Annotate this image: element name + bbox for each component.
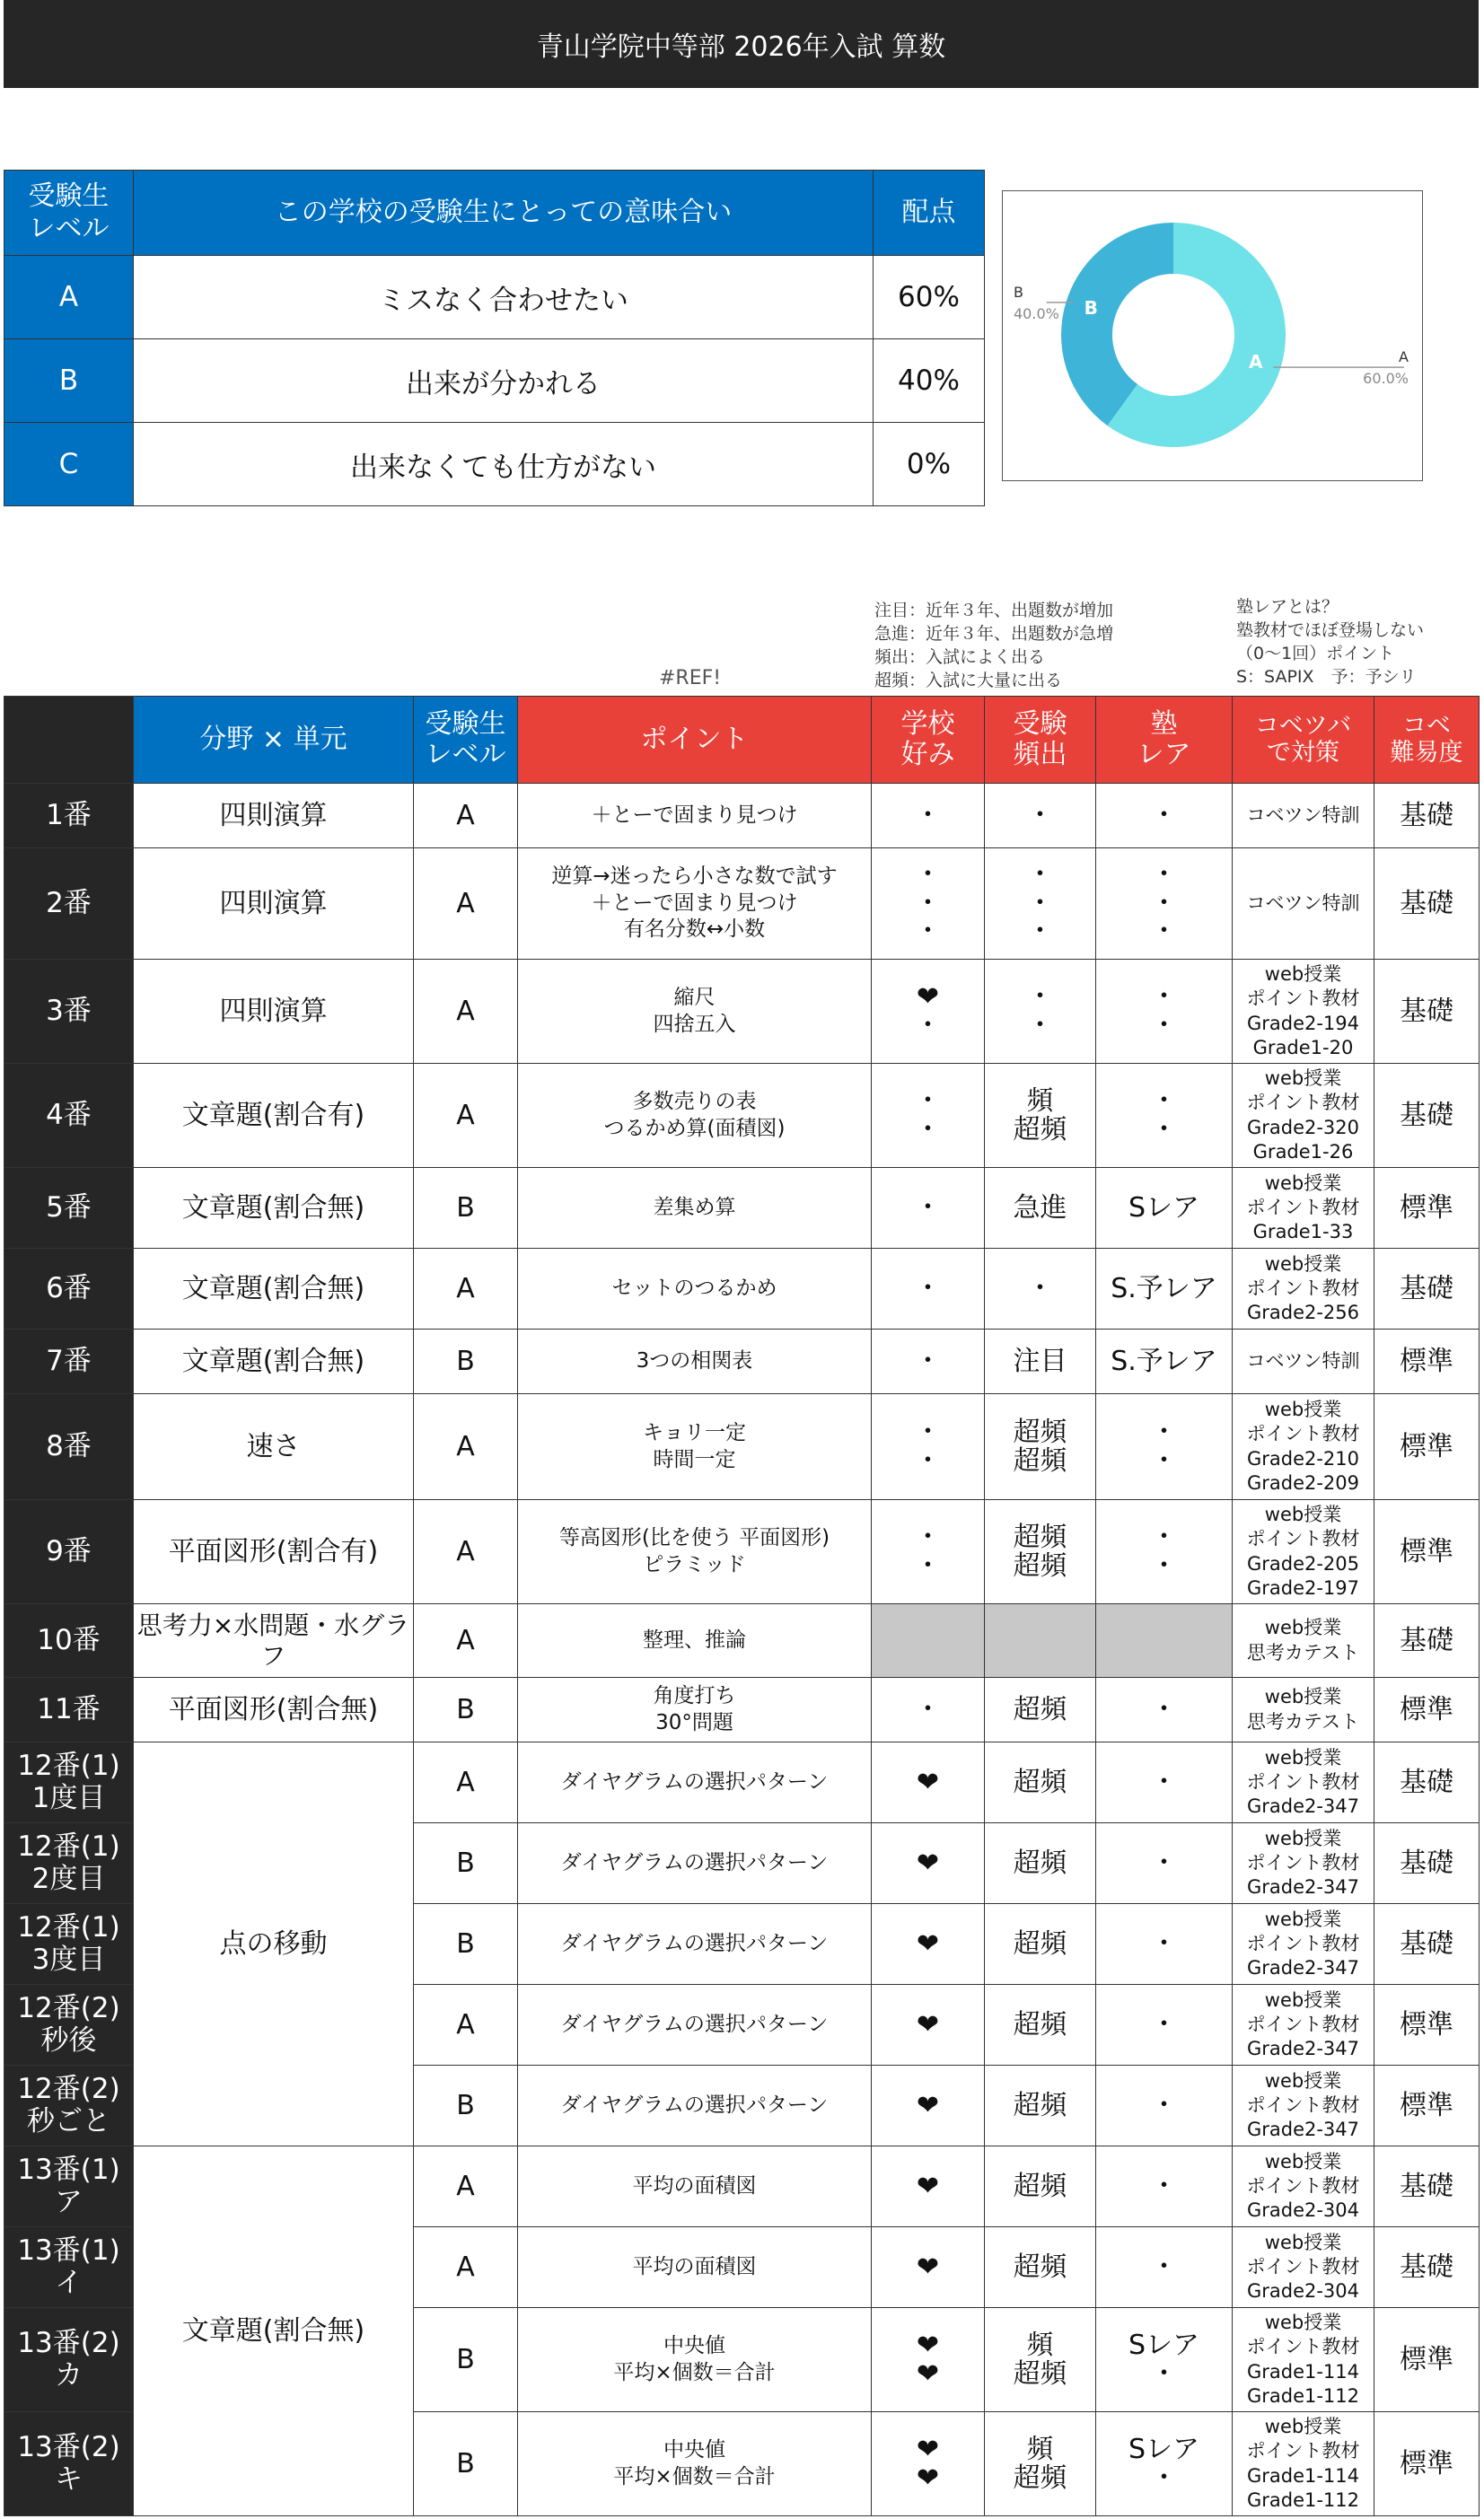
pref-header: 学校 好み — [872, 697, 985, 784]
table-row — [4, 1064, 1480, 1168]
covetsuba-cell: web授業 ポイント教材 Grade2-194 Grade1-20 — [1233, 960, 1374, 1064]
level-cell: A — [414, 1249, 518, 1330]
covetsuba-cell: web授業 ポイント教材 Grade2-210 Grade2-209 — [1233, 1394, 1374, 1500]
point-cell: 3つの相関表 — [518, 1330, 872, 1394]
point-cell: 多数売りの表 つるかめ算(面積図) — [518, 1064, 872, 1168]
exam-frequency-cell: 頻 超頻 — [985, 2412, 1096, 2516]
table-row — [4, 1604, 1480, 1678]
meaning-cell: 出来なくても仕方がない — [134, 423, 874, 506]
difficulty-cell: 基礎 — [1374, 1064, 1480, 1168]
juku-rare-cell: S.予レア — [1096, 1249, 1233, 1330]
juku-rare-cell: ・ — [1096, 2066, 1233, 2146]
difficulty-cell: 基礎 — [1374, 1604, 1480, 1678]
school-preference-cell: ・ — [872, 1168, 985, 1249]
juku-rare-cell: ・ — [1096, 2227, 1233, 2308]
unit-cell: 文章題(割合無) — [134, 1249, 414, 1330]
point-cell: 中央値 平均×個数＝合計 — [518, 2412, 872, 2516]
exam-frequency-cell: 超頻 超頻 — [985, 1394, 1096, 1500]
school-preference-cell: ❤ — [872, 2227, 985, 2308]
unit-cell: 速さ — [134, 1394, 414, 1500]
juku-rare-cell: ・ ・ ・ — [1096, 848, 1233, 960]
point-cell: ダイヤグラムの選択パターン — [518, 1904, 872, 1985]
rare-header: 塾 レア — [1096, 697, 1233, 784]
slice-label-A: A — [1249, 350, 1263, 373]
point-cell: 整理、推論 — [518, 1604, 872, 1678]
unit-cell: 四則演算 — [134, 960, 414, 1064]
question-number-cell: 3番 — [4, 960, 134, 1064]
point-cell: 縮尺 四捨五入 — [518, 960, 872, 1064]
exam-frequency-cell: 急進 — [985, 1168, 1096, 1249]
level-cell: A — [414, 1604, 518, 1678]
school-preference-cell: ❤ ❤ — [872, 2308, 985, 2412]
exam-frequency-cell: 超頻 — [985, 1823, 1096, 1904]
covetsuba-cell: web授業 ポイント教材 Grade1-33 — [1233, 1168, 1374, 1249]
exam-frequency-cell: 注目 — [985, 1330, 1096, 1394]
question-number-cell: 5番 — [4, 1168, 134, 1249]
school-preference-cell: ❤ — [872, 1904, 985, 1985]
covetsuba-cell: web授業 ポイント教材 Grade2-205 Grade2-197 — [1233, 1500, 1374, 1604]
donut-svg — [1003, 191, 1422, 480]
difficulty-cell: 標準 — [1374, 1168, 1480, 1249]
meaning-cell: ミスなく合わせたい — [134, 256, 874, 339]
question-number-cell: 1番 — [4, 784, 134, 848]
point-cell: ＋とーで固まり見つけ — [518, 784, 872, 848]
exam-frequency-cell: 超頻 — [985, 2227, 1096, 2308]
school-preference-cell: ・ — [872, 784, 985, 848]
difficulty-cell: 標準 — [1374, 1330, 1480, 1394]
exam-frequency-cell: 超頻 超頻 — [985, 1500, 1096, 1604]
point-cell: 差集め算 — [518, 1168, 872, 1249]
juku-rare-cell: ・ — [1096, 1985, 1233, 2066]
question-number-cell: 13番(2) キ — [4, 2412, 134, 2516]
meaning-cell: 出来が分かれる — [134, 339, 874, 423]
point-cell: セットのつるかめ — [518, 1249, 872, 1330]
unit-cell: 点の移動 — [134, 1742, 414, 2146]
question-number-cell: 12番(2) 秒後 — [4, 1985, 134, 2066]
level-cell: B — [414, 1678, 518, 1742]
rare-line: 塾レアとは？ — [1236, 597, 1339, 617]
cov-header: コベツバ で対策 — [1233, 697, 1374, 784]
juku-rare-cell: ・ ・ — [1096, 1064, 1233, 1168]
difficulty-cell: 標準 — [1374, 2412, 1480, 2516]
exam-frequency-cell: 超頻 — [985, 2146, 1096, 2227]
difficulty-cell: 基礎 — [1374, 1742, 1480, 1823]
ref-error: #REF! — [659, 667, 722, 689]
juku-rare-cell: Sレア ・ — [1096, 2308, 1233, 2412]
rare-line: （0～1回）ポイント — [1236, 644, 1395, 663]
score-cell: 0% — [874, 423, 985, 506]
juku-rare-cell: ・ — [1096, 2146, 1233, 2227]
difficulty-cell: 標準 — [1374, 1985, 1480, 2066]
school-preference-cell: ❤ — [872, 2146, 985, 2227]
point-cell: キョリ一定 時間一定 — [518, 1394, 872, 1500]
covetsuba-cell: web授業 ポイント教材 Grade2-304 — [1233, 2227, 1374, 2308]
exam-frequency-cell — [985, 1604, 1096, 1678]
rare-line: S：SAPIX 予：予シリ — [1236, 667, 1417, 687]
point-cell: 逆算→迷ったら小さな数で試す ＋とーで固まり見つけ 有名分数↔小数 — [518, 848, 872, 960]
level-cell: A — [414, 784, 518, 848]
level-cell: A — [414, 960, 518, 1064]
exam-frequency-cell: 超頻 — [985, 1678, 1096, 1742]
question-number-cell: 11番 — [4, 1678, 134, 1742]
point-cell: ダイヤグラムの選択パターン — [518, 1985, 872, 2066]
level-cell: B — [414, 1330, 518, 1394]
juku-rare-cell: ・ ・ — [1096, 1500, 1233, 1604]
difficulty-cell: 基礎 — [1374, 1249, 1480, 1330]
legend-line: 超頻：入試に大量に出る — [874, 671, 1063, 690]
slice-label-B: B — [1084, 297, 1098, 320]
level-cell: B — [4, 339, 134, 423]
difficulty-cell: 基礎 — [1374, 2146, 1480, 2227]
table-row — [4, 848, 1480, 960]
covetsuba-cell: web授業 ポイント教材 Grade2-347 — [1233, 1904, 1374, 1985]
difficulty-cell: 標準 — [1374, 1394, 1480, 1500]
covetsuba-cell: コベツン特訓 — [1233, 848, 1374, 960]
level-cell: A — [414, 1064, 518, 1168]
juku-rare-cell: ・ — [1096, 1678, 1233, 1742]
unit-cell: 平面図形(割合有) — [134, 1500, 414, 1604]
level-cell: B — [414, 1823, 518, 1904]
table-row — [4, 960, 1480, 1064]
covetsuba-cell: コベツン特訓 — [1233, 784, 1374, 848]
exam-frequency-cell: ・ ・ ・ — [985, 848, 1096, 960]
covetsuba-cell: コベツン特訓 — [1233, 1330, 1374, 1394]
school-preference-cell: ・ ・ — [872, 1394, 985, 1500]
level-cell: A — [414, 2146, 518, 2227]
school-preference-cell: ❤ — [872, 1985, 985, 2066]
level-cell: A — [414, 1742, 518, 1823]
difficulty-cell: 基礎 — [1374, 960, 1480, 1064]
rare-line: 塾教材でほぼ登場しない — [1236, 620, 1425, 640]
exam-frequency-cell: 超頻 — [985, 2066, 1096, 2146]
school-preference-cell: ・ — [872, 1330, 985, 1394]
legend-line: 注目：近年３年、出題数が増加 — [874, 601, 1114, 620]
point-cell: 等高図形(比を使う 平面図形) ピラミッド — [518, 1500, 872, 1604]
covetsuba-cell: web授業 思考カテスト — [1233, 1678, 1374, 1742]
level-cell: A — [414, 1394, 518, 1500]
difficulty-cell: 基礎 — [1374, 1823, 1480, 1904]
unit-cell: 文章題(割合有) — [134, 1064, 414, 1168]
level-cell: A — [414, 1985, 518, 2066]
table-row — [4, 256, 985, 339]
school-preference-cell: ・ — [872, 1678, 985, 1742]
difficulty-cell: 基礎 — [1374, 848, 1480, 960]
table-row — [4, 1249, 1480, 1330]
exam-frequency-cell: 頻 超頻 — [985, 2308, 1096, 2412]
level-cell: A — [414, 2227, 518, 2308]
point-cell: ダイヤグラムの選択パターン — [518, 1742, 872, 1823]
exam-analysis-table — [4, 696, 1480, 2516]
score-header: 配点 — [874, 171, 985, 256]
level-cell: B — [414, 1904, 518, 1985]
juku-rare-cell: ・ — [1096, 784, 1233, 848]
covetsuba-cell: web授業 思考カテスト — [1233, 1604, 1374, 1678]
difficulty-cell: 標準 — [1374, 2308, 1480, 2412]
covetsuba-cell: web授業 ポイント教材 Grade2-347 — [1233, 1742, 1374, 1823]
table-row — [4, 784, 1480, 848]
difficulty-cell: 基礎 — [1374, 1904, 1480, 1985]
legend-line: 急進：近年３年、出題数が急増 — [874, 624, 1114, 644]
covetsuba-cell: web授業 ポイント教材 Grade2-256 — [1233, 1249, 1374, 1330]
question-number-cell: 12番(1) 1度目 — [4, 1742, 134, 1823]
exam-frequency-cell: 頻 超頻 — [985, 1064, 1096, 1168]
unit-cell: 四則演算 — [134, 848, 414, 960]
unit-cell: 平面図形(割合無) — [134, 1678, 414, 1742]
score-cell: 40% — [874, 339, 985, 423]
level-cell: B — [414, 1168, 518, 1249]
juku-rare-cell: ・ ・ — [1096, 960, 1233, 1064]
unit-cell: 思考力×水問題・水グラフ — [134, 1604, 414, 1678]
question-number-cell: 13番(1) イ — [4, 2227, 134, 2308]
question-number-cell: 9番 — [4, 1500, 134, 1604]
juku-rare-cell — [1096, 1604, 1233, 1678]
exam-frequency-cell: 超頻 — [985, 1742, 1096, 1823]
level-header: 受験生 レベル — [414, 697, 518, 784]
level-cell: C — [4, 423, 134, 506]
point-cell: ダイヤグラムの選択パターン — [518, 1823, 872, 1904]
callout-name-B: B — [1014, 283, 1023, 301]
rare-note — [1236, 595, 1424, 689]
covetsuba-cell: web授業 ポイント教材 Grade2-347 — [1233, 2066, 1374, 2146]
level-cell: B — [414, 2308, 518, 2412]
level-table — [4, 170, 985, 506]
page-title: 青山学院中等部 2026年入試 算数 — [4, 0, 1479, 88]
level-header: 受験生 レベル — [4, 171, 134, 256]
juku-rare-cell: ・ — [1096, 1823, 1233, 1904]
question-number-cell: 12番(1) 3度目 — [4, 1904, 134, 1985]
covetsuba-cell: web授業 ポイント教材 Grade2-304 — [1233, 2146, 1374, 2227]
meaning-header: この学校の受験生にとっての意味合い — [134, 171, 874, 256]
freq-header: 受験 頻出 — [985, 697, 1096, 784]
exam-frequency-cell: ・ — [985, 784, 1096, 848]
difficulty-cell: 標準 — [1374, 1500, 1480, 1604]
level-cell: A — [4, 256, 134, 339]
level-cell: A — [414, 1500, 518, 1604]
difficulty-cell: 基礎 — [1374, 784, 1480, 848]
school-preference-cell: ・ ・ — [872, 1064, 985, 1168]
score-cell: 60% — [874, 256, 985, 339]
question-number-cell: 12番(2) 秒ごと — [4, 2066, 134, 2146]
table-row — [4, 1742, 1480, 1823]
school-preference-cell — [872, 1604, 985, 1678]
question-number-cell: 13番(1) ア — [4, 2146, 134, 2227]
level-cell: B — [414, 2412, 518, 2516]
school-preference-cell: ❤ — [872, 1823, 985, 1904]
school-preference-cell: ❤ ❤ — [872, 2412, 985, 2516]
juku-rare-cell: ・ ・ — [1096, 1394, 1233, 1500]
difficulty-cell: 標準 — [1374, 1678, 1480, 1742]
level-cell: A — [414, 848, 518, 960]
question-number-cell: 7番 — [4, 1330, 134, 1394]
school-preference-cell: ・ — [872, 1249, 985, 1330]
question-number-cell: 10番 — [4, 1604, 134, 1678]
school-preference-cell: ❤ ・ — [872, 960, 985, 1064]
question-number-cell: 13番(2) カ — [4, 2308, 134, 2412]
exam-frequency-cell: ・ — [985, 1249, 1096, 1330]
point-cell: ダイヤグラムの選択パターン — [518, 2066, 872, 2146]
table-row — [4, 339, 985, 423]
table-row — [4, 1500, 1480, 1604]
question-number-cell: 8番 — [4, 1394, 134, 1500]
donut-chart — [1002, 190, 1423, 481]
legend-line: 頻出：入試によく出る — [874, 647, 1046, 667]
unit-cell: 文章題(割合無) — [134, 2146, 414, 2516]
school-preference-cell: ❤ — [872, 2066, 985, 2146]
point-header: ポイント — [518, 697, 872, 784]
table-row — [4, 1394, 1480, 1500]
callout-pct-A: 60.0% — [1363, 370, 1409, 388]
difficulty-cell: 基礎 — [1374, 2227, 1480, 2308]
covetsuba-cell: web授業 ポイント教材 Grade2-347 — [1233, 1985, 1374, 2066]
covetsuba-cell: web授業 ポイント教材 Grade2-320 Grade1-26 — [1233, 1064, 1374, 1168]
school-preference-cell: ・ ・ — [872, 1500, 985, 1604]
juku-rare-cell: Sレア — [1096, 1168, 1233, 1249]
table-row — [4, 2146, 1480, 2227]
school-preference-cell: ・ ・ ・ — [872, 848, 985, 960]
table-row — [4, 1168, 1480, 1249]
question-number-cell: 12番(1) 2度目 — [4, 1823, 134, 1904]
juku-rare-cell: ・ — [1096, 1904, 1233, 1985]
difficulty-cell: 標準 — [1374, 2066, 1480, 2146]
callout-name-A: A — [1399, 348, 1409, 366]
legend-note — [874, 599, 1113, 692]
point-cell: 平均の面積図 — [518, 2227, 872, 2308]
question-number-cell: 2番 — [4, 848, 134, 960]
unit-cell: 文章題(割合無) — [134, 1168, 414, 1249]
question-number-cell: 6番 — [4, 1249, 134, 1330]
unit-cell: 四則演算 — [134, 784, 414, 848]
juku-rare-cell: ・ — [1096, 1742, 1233, 1823]
exam-frequency-cell: 超頻 — [985, 1904, 1096, 1985]
covetsuba-cell: web授業 ポイント教材 Grade1-114 Grade1-112 — [1233, 2308, 1374, 2412]
point-cell: 角度打ち 30°問題 — [518, 1678, 872, 1742]
num-header — [4, 697, 134, 784]
unit-header: 分野 × 単元 — [134, 697, 414, 784]
exam-frequency-cell: 超頻 — [985, 1985, 1096, 2066]
diff-header: コベ 難易度 — [1374, 697, 1480, 784]
table-row — [4, 1330, 1480, 1394]
table-row — [4, 423, 985, 506]
covetsuba-cell: web授業 ポイント教材 Grade1-114 Grade1-112 — [1233, 2412, 1374, 2516]
juku-rare-cell: Sレア ・ — [1096, 2412, 1233, 2516]
point-cell: 平均の面積図 — [518, 2146, 872, 2227]
juku-rare-cell: S.予レア — [1096, 1330, 1233, 1394]
point-cell: 中央値 平均×個数＝合計 — [518, 2308, 872, 2412]
covetsuba-cell: web授業 ポイント教材 Grade2-347 — [1233, 1823, 1374, 1904]
table-row — [4, 1678, 1480, 1742]
question-number-cell: 4番 — [4, 1064, 134, 1168]
exam-frequency-cell: ・ ・ — [985, 960, 1096, 1064]
school-preference-cell: ❤ — [872, 1742, 985, 1823]
callout-pct-B: 40.0% — [1014, 304, 1059, 322]
unit-cell: 文章題(割合無) — [134, 1330, 414, 1394]
level-cell: B — [414, 2066, 518, 2146]
